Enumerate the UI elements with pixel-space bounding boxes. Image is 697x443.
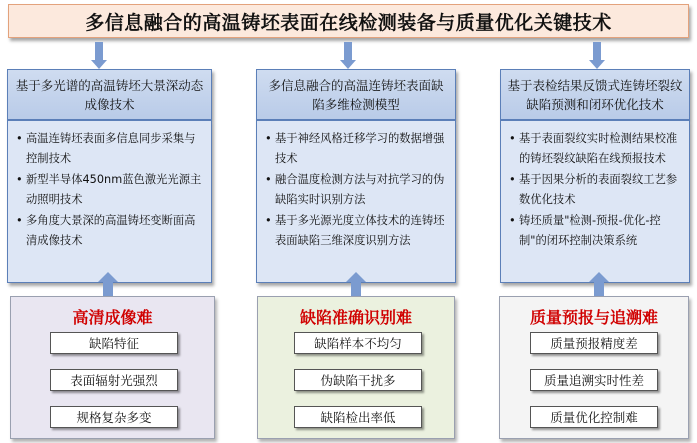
arrow-up-icon (98, 272, 118, 296)
column-2-header-text: 多信息融合的高温连铸坯表面缺陷多维检测模型 (268, 77, 444, 112)
challenge-box-1 (10, 296, 215, 439)
column-1-header (7, 69, 212, 120)
challenge-2-title: 缺陷准确识别难 (299, 308, 412, 327)
arrow-down-icon (590, 42, 604, 69)
challenge-2-item-3: 缺陷检出率低 (294, 406, 422, 428)
challenge-box-2 (257, 296, 455, 439)
challenge-1-item-1: 缺陷特征 (50, 332, 178, 354)
column-2-header (256, 69, 456, 120)
list-item: • 基于因果分析的表面裂纹工艺参数优化技术 (509, 170, 683, 210)
column-2-body (256, 120, 456, 283)
arrow-down-icon (341, 42, 355, 69)
challenge-box-3 (499, 296, 689, 439)
list-item: • 基于神经风格迁移学习的数据增强技术 (265, 129, 449, 169)
list-item: • 铸坯质量"检测-预报-优化-控制"的闭环控制决策系统 (509, 211, 683, 251)
arrow-up-icon (589, 272, 609, 296)
column-3-bullet-list (509, 129, 683, 251)
list-item: • 高温连铸坯表面多信息同步采集与控制技术 (16, 129, 205, 169)
challenge-1-item-3: 规格复杂多变 (50, 406, 178, 428)
list-item: • 融合温度检测方法与对抗学习的伪缺陷实时识别方法 (265, 170, 449, 210)
arrow-up-icon (346, 272, 366, 296)
main-title: 多信息融合的高温铸坯表面在线检测装备与质量优化关键技术 (8, 4, 689, 38)
arrow-down-icon (92, 42, 106, 69)
challenge-1-title: 高清成像难 (72, 308, 153, 327)
column-1-bullet-list (16, 129, 205, 251)
challenge-3-item-3: 质量优化控制难 (530, 406, 658, 428)
challenge-3-item-2: 质量追溯实时性差 (530, 369, 658, 391)
challenge-3-title: 质量预报与追溯难 (529, 308, 658, 327)
challenge-3-item-1: 质量预报精度差 (530, 332, 658, 354)
column-1-header-text: 基于多光谱的高温铸坯大景深动态成像技术 (15, 77, 204, 112)
column-1-body (7, 120, 212, 283)
column-3-body (500, 120, 690, 283)
list-item: • 多角度大景深的高温铸坯变断面高清成像技术 (16, 211, 205, 251)
column-3-header (500, 69, 690, 120)
challenge-2-item-2: 伪缺陷干扰多 (294, 369, 422, 391)
list-item: • 新型半导体450nm蓝色激光光源主动照明技术 (16, 170, 205, 210)
column-3-header-text: 基于表检结果反馈式连铸坯裂纹缺陷预测和闭环优化技术 (507, 77, 683, 112)
challenge-1-item-2: 表面辐射光强烈 (50, 369, 178, 391)
column-2-bullet-list (265, 129, 449, 251)
list-item: • 基于表面裂纹实时检测结果校准的铸坯裂纹缺陷在线预报技术 (509, 129, 683, 169)
list-item: • 基于多光源光度立体技术的连铸坯表面缺陷三维深度识别方法 (265, 211, 449, 251)
challenge-2-item-1: 缺陷样本不均匀 (294, 332, 422, 354)
